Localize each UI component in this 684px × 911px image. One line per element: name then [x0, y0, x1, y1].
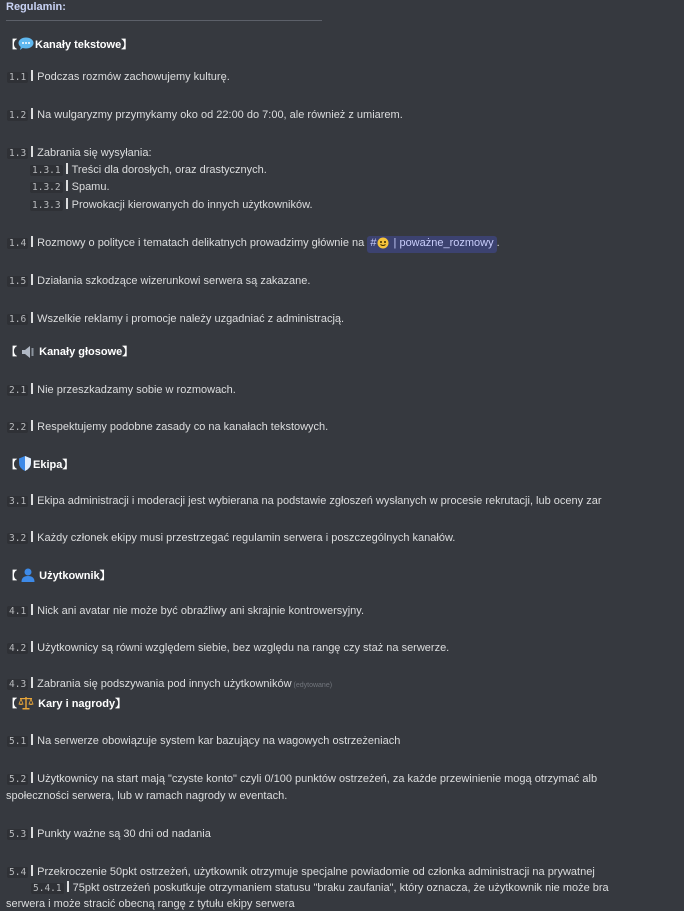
section-title: Kary i nagrody [38, 698, 116, 710]
rule-text: Na wulgaryzmy przymykamy oko od 22:00 do 7:00, ale również z umiarem. [37, 109, 403, 121]
edited-label: (edytowane) [293, 682, 333, 689]
rule-number: 4.3 [9, 679, 27, 690]
rule-text: Przekroczenie 50pkt ostrzeżeń, użytkownik otrzymuje specjalne powiadomie od członka administracji na prywatnej [37, 866, 595, 878]
quote-bar [31, 420, 33, 431]
rule-1-3-2 [30, 180, 110, 195]
section-header-user [6, 568, 111, 586]
section-title: Kanały tekstowe [35, 39, 122, 51]
rule-text: Użytkownicy na start mają "czyste konto" czyli 0/100 punktów ostrzeżeń, za każde przewinienie mogą otrzymać alb [37, 773, 598, 785]
quote-bar [31, 734, 33, 745]
bracket-open: 【 [6, 698, 17, 710]
rule-5-2 [7, 772, 597, 787]
rule-5-2-continued: społeczności serwera, lub w ramach nagrody w eventach. [6, 790, 288, 802]
section-header-team [6, 456, 73, 475]
rule-text: Wszelkie reklamy i promocje należy uzgadniać z administracją. [37, 313, 345, 325]
rule-text: Ekipa administracji i moderacji jest wybierana na podstawie zgłoszeń wysłanych w procesie rekrutacji, lub oceny zar [37, 495, 602, 507]
quote-bar [66, 180, 68, 191]
rule-3-2 [7, 531, 455, 546]
channel-mention-powazne-rozmowy[interactable] [367, 236, 496, 253]
rule-number: 3.1 [9, 496, 27, 507]
rule-text: Użytkownicy są równi względem siebie, bez względu na rangę czy staż na serwerze. [37, 642, 450, 654]
bracket-close: 】 [121, 39, 133, 51]
rule-text: Zabrania się podszywania pod innych użytkowników [37, 678, 292, 690]
quote-bar [31, 827, 33, 838]
shield-icon [18, 456, 32, 475]
rule-text: Spamu. [71, 181, 110, 193]
quote-bar [66, 163, 68, 174]
quote-bar [67, 881, 69, 892]
rule-5-1 [7, 734, 400, 749]
rule-number: 1.3 [9, 148, 27, 159]
rule-4-1 [7, 604, 364, 619]
section-title: Użytkownik [39, 570, 100, 582]
rule-tail: . [496, 237, 500, 249]
rule-1-3 [7, 146, 152, 161]
rule-1-3-1 [30, 163, 267, 178]
rule-number: 1.6 [9, 314, 27, 325]
rule-text: Nie przeszkadzamy sobie w rozmowach. [37, 384, 236, 396]
rule-1-6 [7, 312, 344, 327]
speaker-icon [21, 346, 35, 362]
quote-bar [31, 494, 33, 505]
rule-4-2 [7, 641, 449, 656]
quote-bar [31, 108, 33, 119]
bracket-open: 【 [6, 346, 17, 358]
rule-number: 3.2 [9, 533, 27, 544]
channel-name: | poważne_rozmowy [393, 237, 494, 249]
rule-1-5 [7, 274, 310, 289]
quote-bar [31, 146, 33, 157]
rule-text: Prowokacji kierowanych do innych użytkowników. [71, 199, 313, 211]
rule-4-3 [7, 677, 332, 693]
rule-number: 5.4.1 [33, 883, 62, 894]
rule-text: Każdy członek ekipy musi przestrzegać regulamin serwera i poszczególnych kanałów. [37, 532, 456, 544]
rule-2-2 [7, 420, 328, 435]
rule-5-3 [7, 827, 211, 842]
section-title: Kanały głosowe [39, 346, 123, 358]
rule-number: 1.4 [9, 238, 27, 249]
bracket-open: 【 [6, 570, 17, 582]
rule-text: Podczas rozmów zachowujemy kulturę. [37, 71, 230, 83]
rule-number: 4.1 [9, 606, 27, 617]
rule-5-4-1 [31, 881, 609, 896]
rule-text: Na serwerze obowiązuje system kar bazujący na wagowych ostrzeżeniach [37, 735, 401, 747]
scales-icon [18, 696, 34, 714]
quote-bar [31, 236, 33, 247]
person-icon [21, 568, 35, 586]
rule-text: Działania szkodzące wizerunkowi serwera są zakazane. [37, 275, 311, 287]
quote-bar [31, 70, 33, 81]
section-title: Ekipa [33, 459, 63, 471]
page-title: Regulamin: [6, 1, 66, 13]
rule-1-4 [7, 236, 500, 253]
quote-bar [31, 677, 33, 688]
rule-number: 1.1 [9, 72, 27, 83]
section-header-text-channels [6, 37, 132, 55]
rule-1-1 [7, 70, 230, 85]
rule-number: 1.5 [9, 276, 27, 287]
rule-number: 4.2 [9, 643, 27, 654]
face-emoji-icon [377, 237, 389, 253]
rule-text: Zabrania się wysyłania: [37, 147, 152, 159]
rule-text: Nick ani avatar nie może być obraźliwy ani skrajnie kontrowersyjny. [37, 605, 365, 617]
hash-icon: # [370, 237, 377, 249]
quote-bar [31, 312, 33, 323]
rule-text: 75pkt ostrzeżeń poskutkuje otrzymaniem statusu "braku zaufania", który oznacza, że użytkownik nie może bra [72, 882, 609, 894]
bracket-close: 】 [99, 570, 111, 582]
rule-number: 5.2 [9, 774, 27, 785]
quote-bar [31, 383, 33, 394]
bracket-close: 】 [115, 698, 127, 710]
rule-5-4-1-continued: serwera i może stracić obecną rangę z tytułu ekipy serwera [6, 898, 295, 910]
quote-bar [31, 531, 33, 542]
bracket-close: 】 [62, 459, 74, 471]
quote-bar [66, 198, 68, 209]
rule-5-4 [7, 865, 595, 880]
rule-2-1 [7, 383, 236, 398]
quote-bar [31, 274, 33, 285]
quote-bar [31, 641, 33, 652]
quote-bar [31, 604, 33, 615]
rule-text: Punkty ważne są 30 dni od nadania [37, 828, 211, 840]
rule-number: 5.3 [9, 829, 27, 840]
rule-number: 5.1 [9, 736, 27, 747]
quote-bar [31, 772, 33, 783]
rule-1-3-3 [30, 198, 313, 213]
divider [6, 20, 322, 21]
rule-number: 1.3.3 [32, 200, 61, 211]
section-header-penalties [6, 696, 126, 714]
quote-bar [31, 865, 33, 876]
rule-number: 1.2 [9, 110, 27, 121]
rule-number: 5.4 [9, 867, 27, 878]
rule-text: Respektujemy podobne zasady co na kanałach tekstowych. [37, 421, 329, 433]
rule-text: Treści dla dorosłych, oraz drastycznych. [71, 164, 267, 176]
bracket-close: 】 [122, 346, 134, 358]
rule-number: 2.1 [9, 385, 27, 396]
rule-number: 2.2 [9, 422, 27, 433]
bracket-open: 【 [6, 39, 17, 51]
rule-1-2 [7, 108, 403, 123]
rule-3-1 [7, 494, 601, 509]
rule-number: 1.3.1 [32, 165, 61, 176]
bracket-open: 【 [6, 459, 17, 471]
speech-bubble-icon [18, 37, 34, 55]
rule-number: 1.3.2 [32, 182, 61, 193]
section-header-voice-channels [6, 345, 133, 362]
rule-text: Rozmowy o polityce i tematach delikatnych prowadzimy głównie na [37, 237, 365, 249]
